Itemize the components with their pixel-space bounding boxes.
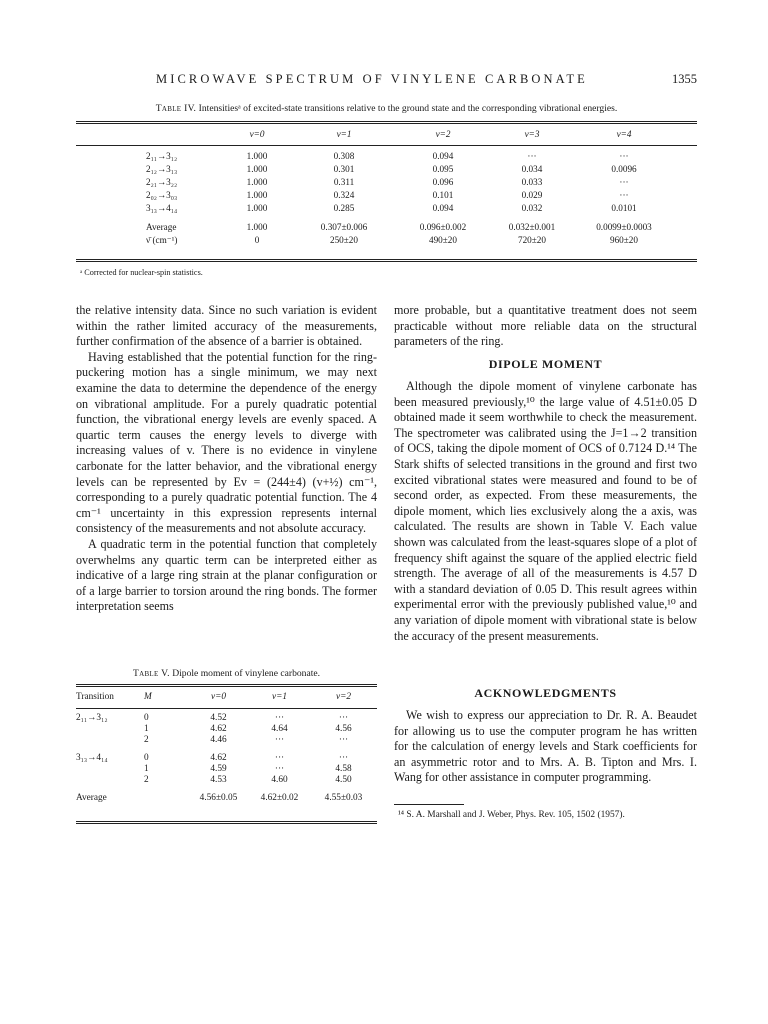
- paragraph: We wish to express our appreciation to Dr. R. A. Beaudet for allowing us to use the computer program he has written for the calculation of energy levels and Stark coefficients for an asymmetric rotor and to Mrs. A. B. Tipton and Mrs. I. Wang for other assistance in computer programming.: [394, 708, 697, 785]
- table-cell: ···: [527, 151, 537, 161]
- table-cell: 4.59: [210, 764, 227, 774]
- table-cell: 4.56±0.05: [199, 793, 238, 803]
- table-cell: 0.308: [333, 151, 355, 161]
- transition-label: 2₀₂→3₀₃: [146, 190, 178, 200]
- table-cell: 1: [144, 764, 149, 774]
- paragraph: Having established that the potential function for the ring-puckering motion has a single minimum, we may next examine the data to determine the dependence of the energy on vibrational amplitude. For a purely quadratic potential function, the vibrational energy levels are evenly spaced. A quartic term causes the energy levels to diverge with increasing values of v. There is no evidence in vinylene carbonate for the latter behavior, and the vibrational energy levels can be represented by Ev = (244±4) (v+½) cm⁻¹, corresponding to a purely quadratic potential function. The 4 cm⁻¹ uncertainty in this expression represents internal consistency of the measurements and not absolute accuracy.: [76, 349, 377, 536]
- left-column-text: [76, 303, 377, 615]
- table-v: [76, 688, 377, 804]
- table-cell: 0.101: [432, 190, 454, 200]
- table-cell: 0.034: [521, 164, 543, 174]
- table-row: [76, 189, 697, 202]
- running-header: [76, 72, 697, 88]
- table-iv-col-header: v=1: [336, 129, 352, 139]
- table-cell: 0.324: [333, 190, 355, 200]
- table-v-col-header: v=0: [210, 692, 227, 702]
- table-row: [76, 163, 697, 176]
- table-cell: ···: [338, 713, 349, 723]
- right-column-ack-text: [394, 708, 697, 786]
- table-iv-bottom-rule: [76, 259, 697, 260]
- table-v-caption: [76, 668, 377, 679]
- table-row: [76, 753, 377, 764]
- table-cell: 2: [144, 775, 149, 785]
- table-iv-col-header: v=0: [249, 129, 265, 139]
- footnote-rule: [394, 804, 464, 805]
- section-heading-acknowledgments: ACKNOWLEDGMENTS: [474, 686, 617, 700]
- table-cell: 0: [254, 235, 260, 245]
- table-row-average: [76, 793, 377, 804]
- table-row: [76, 176, 697, 189]
- table-cell: 1.000: [246, 190, 268, 200]
- table-cell: 0.311: [333, 177, 355, 187]
- table-cell: 0.307±0.006: [320, 222, 368, 232]
- paragraph: the relative intensity data. Since no such variation is evident within the rather limited accuracy of the measurements, further confirmation of the absence of a barrier is obtained.: [76, 303, 377, 349]
- table-v-col-header: v=2: [335, 692, 352, 702]
- table-cell: 4.58: [335, 764, 352, 774]
- table-iv-col-header: v=2: [435, 129, 451, 139]
- table-row: [76, 713, 377, 724]
- table-row: [76, 775, 377, 786]
- table-row: [76, 202, 697, 215]
- table-cell: 0: [144, 713, 149, 723]
- table-cell: 4.60: [271, 775, 288, 785]
- table-cell: 4.62: [210, 753, 227, 763]
- table-cell: ···: [619, 177, 629, 187]
- table-cell: ···: [619, 151, 629, 161]
- table-cell: 4.52: [210, 713, 227, 723]
- table-row: [76, 735, 377, 746]
- table-cell: 2: [144, 735, 149, 745]
- transition-label: 2₁₁→3₁₂: [76, 713, 108, 723]
- right-column-intro: [394, 303, 697, 350]
- transition-label: 2₂₁→3₂₂: [146, 177, 178, 187]
- table-v-bottom-rule-2: [76, 823, 377, 824]
- table-row: [76, 724, 377, 735]
- table-cell: 4.62±0.02: [260, 793, 299, 803]
- row-label: ν̄ (cm⁻¹): [146, 235, 178, 245]
- table-iv-col-header: v=3: [524, 129, 540, 139]
- table-iv: [76, 124, 697, 247]
- paragraph: Although the dipole moment of vinylene carbonate has been measured previously,¹⁰ the large value of 4.51±0.05 D obtained made it seem worthwhile to check the measurement. The spectrometer was calibrated using the J=1→2 transition of OCS, taking the dipole moment of OCS of 0.7124 D.¹⁴ The Stark shifts of selected transitions in the ground and first two excited vibrational states were measured and found to be of second order, as expected. From these measurements, the dipole moment, which lies exclusively along the a axis, was calculated. The results are shown in Table V. Each value shown was calculated from the least-squares slope of a plot of frequency shift against the square of the applied electric field strength. The average of all of the measurements is 4.57 D with a standard deviation of 0.05 D. This result agrees within experimental error with the previously published value,¹⁰ and any variation of dipole moment with vibrational state is below the accuracy of the present measurements.: [394, 379, 697, 643]
- table-cell: 0.0096: [611, 164, 637, 174]
- table-cell: 4.62: [210, 724, 227, 734]
- table-cell: 0.029: [521, 190, 543, 200]
- right-column-dipole-text: [394, 379, 697, 644]
- table-cell: ···: [274, 713, 285, 723]
- table-cell: 960±20: [609, 235, 638, 245]
- row-label: Average: [146, 222, 177, 232]
- table-cell: 0.094: [432, 151, 454, 161]
- table-v-top-rule: [76, 684, 377, 685]
- table-v-bottom-rule: [76, 821, 377, 822]
- table-iv-top-rule: [76, 121, 697, 122]
- table-cell: 0.0099±0.0003: [596, 222, 652, 232]
- table-cell: ···: [619, 190, 629, 200]
- table-cell: 250±20: [329, 235, 358, 245]
- table-v-top-rule-2: [76, 686, 377, 687]
- paragraph: more probable, but a quantitative treatment does not seem practicable without more reliable data on the structural parameters of the ring.: [394, 303, 697, 349]
- table-cell: 1.000: [246, 222, 268, 232]
- table-iv-header-row: [76, 124, 697, 144]
- page-number: 1355: [672, 72, 697, 86]
- table-iv-label: Table IV.: [155, 103, 197, 114]
- table-cell: 1.000: [246, 203, 268, 213]
- table-cell: 4.50: [335, 775, 352, 785]
- table-iv-bottom-rule-2: [76, 261, 697, 262]
- table-iv-footnote: ᵃ Corrected for nuclear-spin statistics.: [80, 268, 203, 277]
- table-cell: 0.301: [333, 164, 355, 174]
- running-title: MICROWAVE SPECTRUM OF VINYLENE CARBONATE: [156, 72, 588, 86]
- table-cell: 0.032±0.001: [508, 222, 556, 232]
- table-cell: 0.285: [333, 203, 355, 213]
- table-v-label: Table V.: [132, 668, 170, 679]
- footnote-14: ¹⁴ S. A. Marshall and J. Weber, Phys. Rev. 105, 1502 (1957).: [398, 810, 625, 820]
- table-cell: 490±20: [428, 235, 457, 245]
- transition-label: 3₁₃→4₁₄: [146, 203, 178, 213]
- table-row: [76, 150, 697, 163]
- table-v-col-header: Transition: [76, 692, 114, 702]
- table-cell: ···: [338, 753, 349, 763]
- transition-label: 2₁₁→3₁₂: [146, 151, 178, 161]
- table-cell: 0.095: [432, 164, 454, 174]
- paragraph: A quadratic term in the potential function that completely overwhelms any quartic term can be interpreted either as indicative of a large ring strain at the planar configuration or of a large barrier to torsion around the ring bonds. The former interpretation seems: [76, 536, 377, 614]
- row-label: Average: [76, 793, 107, 803]
- table-cell: 1.000: [246, 164, 268, 174]
- transition-label: 2₁₂→3₁₃: [146, 164, 178, 174]
- table-cell: 4.53: [210, 775, 227, 785]
- section-heading-dipole-moment: DIPOLE MOMENT: [488, 357, 603, 371]
- table-row-energy: [76, 234, 697, 247]
- table-row: [76, 764, 377, 775]
- table-cell: 0: [144, 753, 149, 763]
- table-cell: 4.64: [271, 724, 288, 734]
- table-iv-caption-text: Intensitiesᵃ of excited-state transitions relative to the ground state and the corresponding vibrational energies.: [198, 103, 618, 114]
- table-cell: 0.096±0.002: [419, 222, 467, 232]
- table-cell: 1.000: [246, 151, 268, 161]
- table-v-col-header: v=1: [271, 692, 288, 702]
- table-cell: 4.46: [210, 735, 227, 745]
- table-cell: 4.56: [335, 724, 352, 734]
- table-cell: 0.032: [521, 203, 543, 213]
- table-row-average: [76, 221, 697, 234]
- table-cell: 0.0101: [611, 203, 637, 213]
- table-cell: 0.033: [521, 177, 543, 187]
- table-v-col-header: M: [144, 692, 152, 702]
- table-cell: 4.55±0.03: [324, 793, 363, 803]
- table-v-caption-text: Dipole moment of vinylene carbonate.: [172, 668, 321, 679]
- table-iv-col-header: v=4: [616, 129, 632, 139]
- table-cell: ···: [274, 735, 285, 745]
- table-cell: 0.094: [432, 203, 454, 213]
- table-cell: ···: [338, 735, 349, 745]
- table-iv-caption: [76, 103, 697, 114]
- table-v-header-row: [76, 688, 377, 706]
- table-cell: 0.096: [432, 177, 454, 187]
- table-cell: 1: [144, 724, 149, 734]
- table-cell: ···: [274, 764, 285, 774]
- table-cell: 720±20: [517, 235, 546, 245]
- table-cell: 1.000: [246, 177, 268, 187]
- table-cell: ···: [274, 753, 285, 763]
- transition-label: 3₁₃→4₁₄: [76, 753, 108, 763]
